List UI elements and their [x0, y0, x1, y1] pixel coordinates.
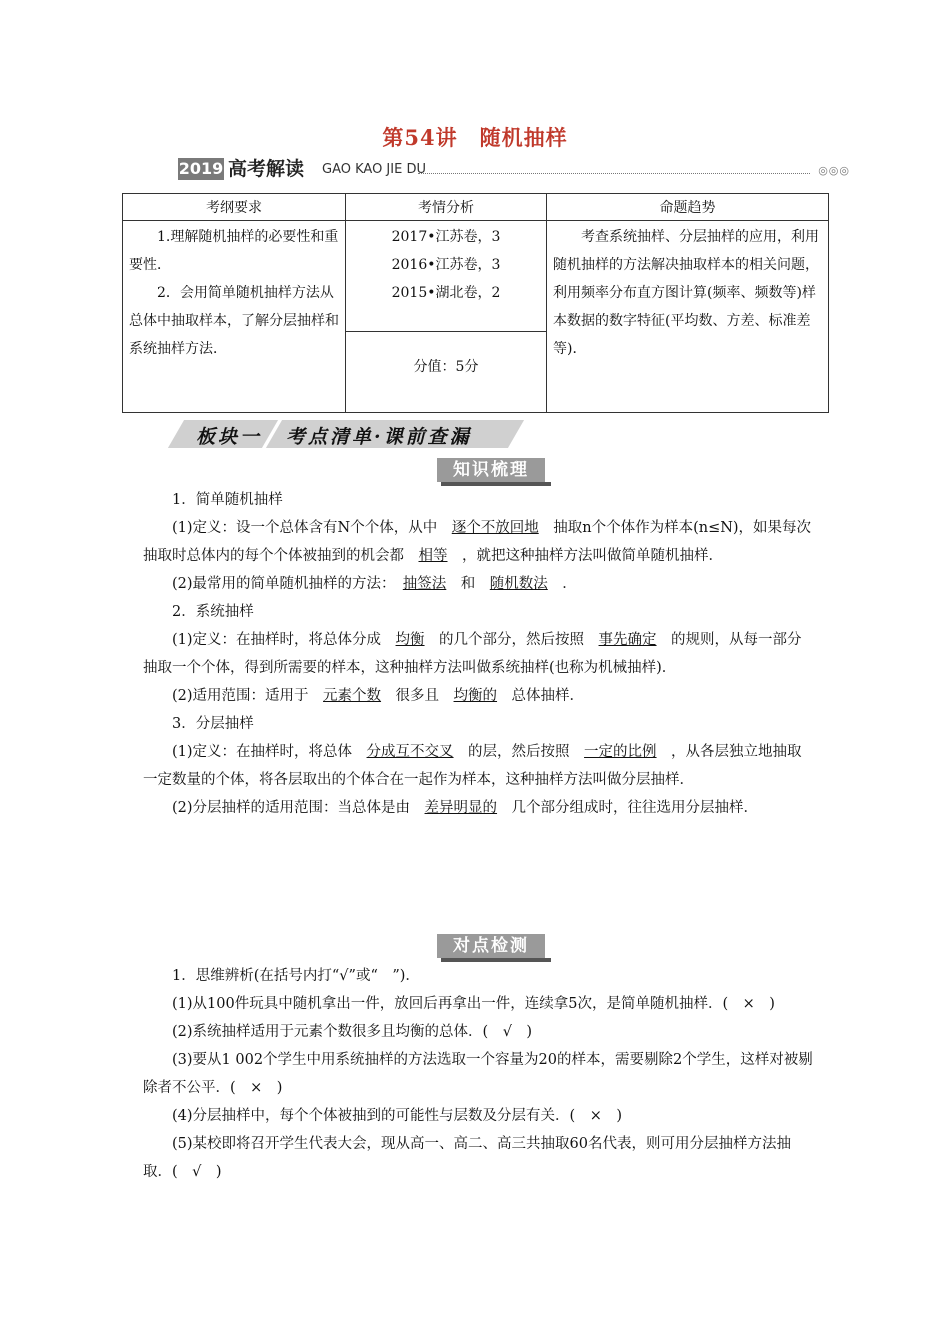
banner-label: 高考解读: [228, 158, 305, 180]
banner-year: 2019: [178, 159, 224, 178]
check-item: (2)系统抽样适用于元素个数很多且均衡的总体．( √ ): [172, 1024, 533, 1040]
requirement-2: 2．会用简单随机抽样方法从总体中抽取样本，了解分层抽样和系统抽样方法．: [129, 285, 339, 357]
k2-heading: 2．系统抽样: [172, 604, 254, 620]
check-item: (4)分层抽样中，每个个体被抽到的可能性与层数及分层有关．( × ): [172, 1108, 623, 1124]
dots-icon: ◎◎◎: [818, 164, 850, 177]
banner-divider: [418, 173, 810, 174]
section-banner: [176, 416, 528, 452]
k3-definition: (1)定义：在抽样时，将总体 分成互不交叉 的层，然后按照 一定的比例 ，从各层独立地抽取一定数量的个体，将各层取出的个体合在一起作为样本，这种抽样方法叫做分层抽样．: [143, 744, 802, 788]
requirements-cell: [123, 221, 346, 413]
analysis-item: 2017•江苏卷，3: [391, 229, 501, 245]
page-title: 第54讲 随机抽样: [382, 125, 568, 150]
check-body: [143, 962, 813, 1186]
check-item: (1)从100件玩具中随机拿出一件，放回后再拿出一件，连续拿5次，是简单随机抽样．( × ): [172, 996, 775, 1012]
analysis-item: 2015•湖北卷，2: [391, 285, 501, 301]
requirement-1: 1.理解随机抽样的必要性和重要性．: [129, 229, 339, 273]
score-cell: 分值：5分: [413, 359, 479, 375]
col-header-requirements: 考纲要求: [123, 194, 346, 221]
k3-heading: 3．分层抽样: [172, 716, 254, 732]
analysis-cell: [346, 221, 547, 413]
k2-definition: (1)定义：在抽样时，将总体分成 均衡 的几个部分，然后按照 事先确定 的规则，从每一部分抽取一个个体，得到所需要的样本，这种抽样方法叫做系统抽样(也称为机械抽样)．: [143, 632, 802, 676]
check-item: (3)要从1 002个学生中用系统抽样的方法选取一个容量为20的样本，需要剔除2个学生，这样对被剔除者不公平．( × ): [143, 1052, 813, 1096]
k1-heading: 1．简单随机抽样: [172, 492, 283, 508]
check-heading: 1．思维辨析(在括号内打“√”或“ ”)．: [172, 968, 420, 984]
exam-info-table: [122, 193, 829, 413]
k1-definition: (1)定义：设一个总体含有N个个体，从中 逐个不放回地 抽取n个个体作为样本(n≤N)，如果每次抽取时总体内的每个个体被抽到的机会都 相等 ，就把这种抽样方法叫做简单随机抽样．: [143, 520, 812, 564]
k2-scope: (2)适用范围：适用于 元素个数 很多且 均衡的 总体抽样．: [172, 688, 585, 704]
col-header-trend: 命题趋势: [547, 194, 829, 221]
tag-check: 对点检测: [437, 934, 545, 958]
k3-scope: (2)分层抽样的适用范围：当总体是由 差异明显的 几个部分组成时，往往选用分层抽样．: [172, 800, 759, 816]
check-item: (5)某校即将召开学生代表大会，现从高一、高二、高三共抽取60名代表，则可用分层抽样方法抽取．( √ ): [143, 1136, 791, 1180]
trend-cell: 考查系统抽样、分层抽样的应用，利用随机抽样的方法解决抽取样本的相关问题，利用频率分布直方图计算(频率、频数等)样本数据的数字特征(平均数、方差、标准差等)．: [547, 221, 829, 413]
knowledge-body: [143, 486, 813, 822]
section-label-right: 考点清单·课前查漏: [286, 426, 472, 448]
tag-knowledge: 知识梳理: [437, 458, 545, 482]
gaokao-banner: [178, 158, 850, 182]
col-header-analysis: 考情分析: [346, 194, 547, 221]
analysis-item: 2016•江苏卷，3: [391, 257, 501, 273]
banner-pinyin: GAO KAO JIE DU: [322, 162, 426, 177]
section-label-left: 板块一: [196, 426, 263, 448]
k1-methods: (2)最常用的简单随机抽样的方法： 抽签法 和 随机数法 ．: [172, 576, 577, 592]
